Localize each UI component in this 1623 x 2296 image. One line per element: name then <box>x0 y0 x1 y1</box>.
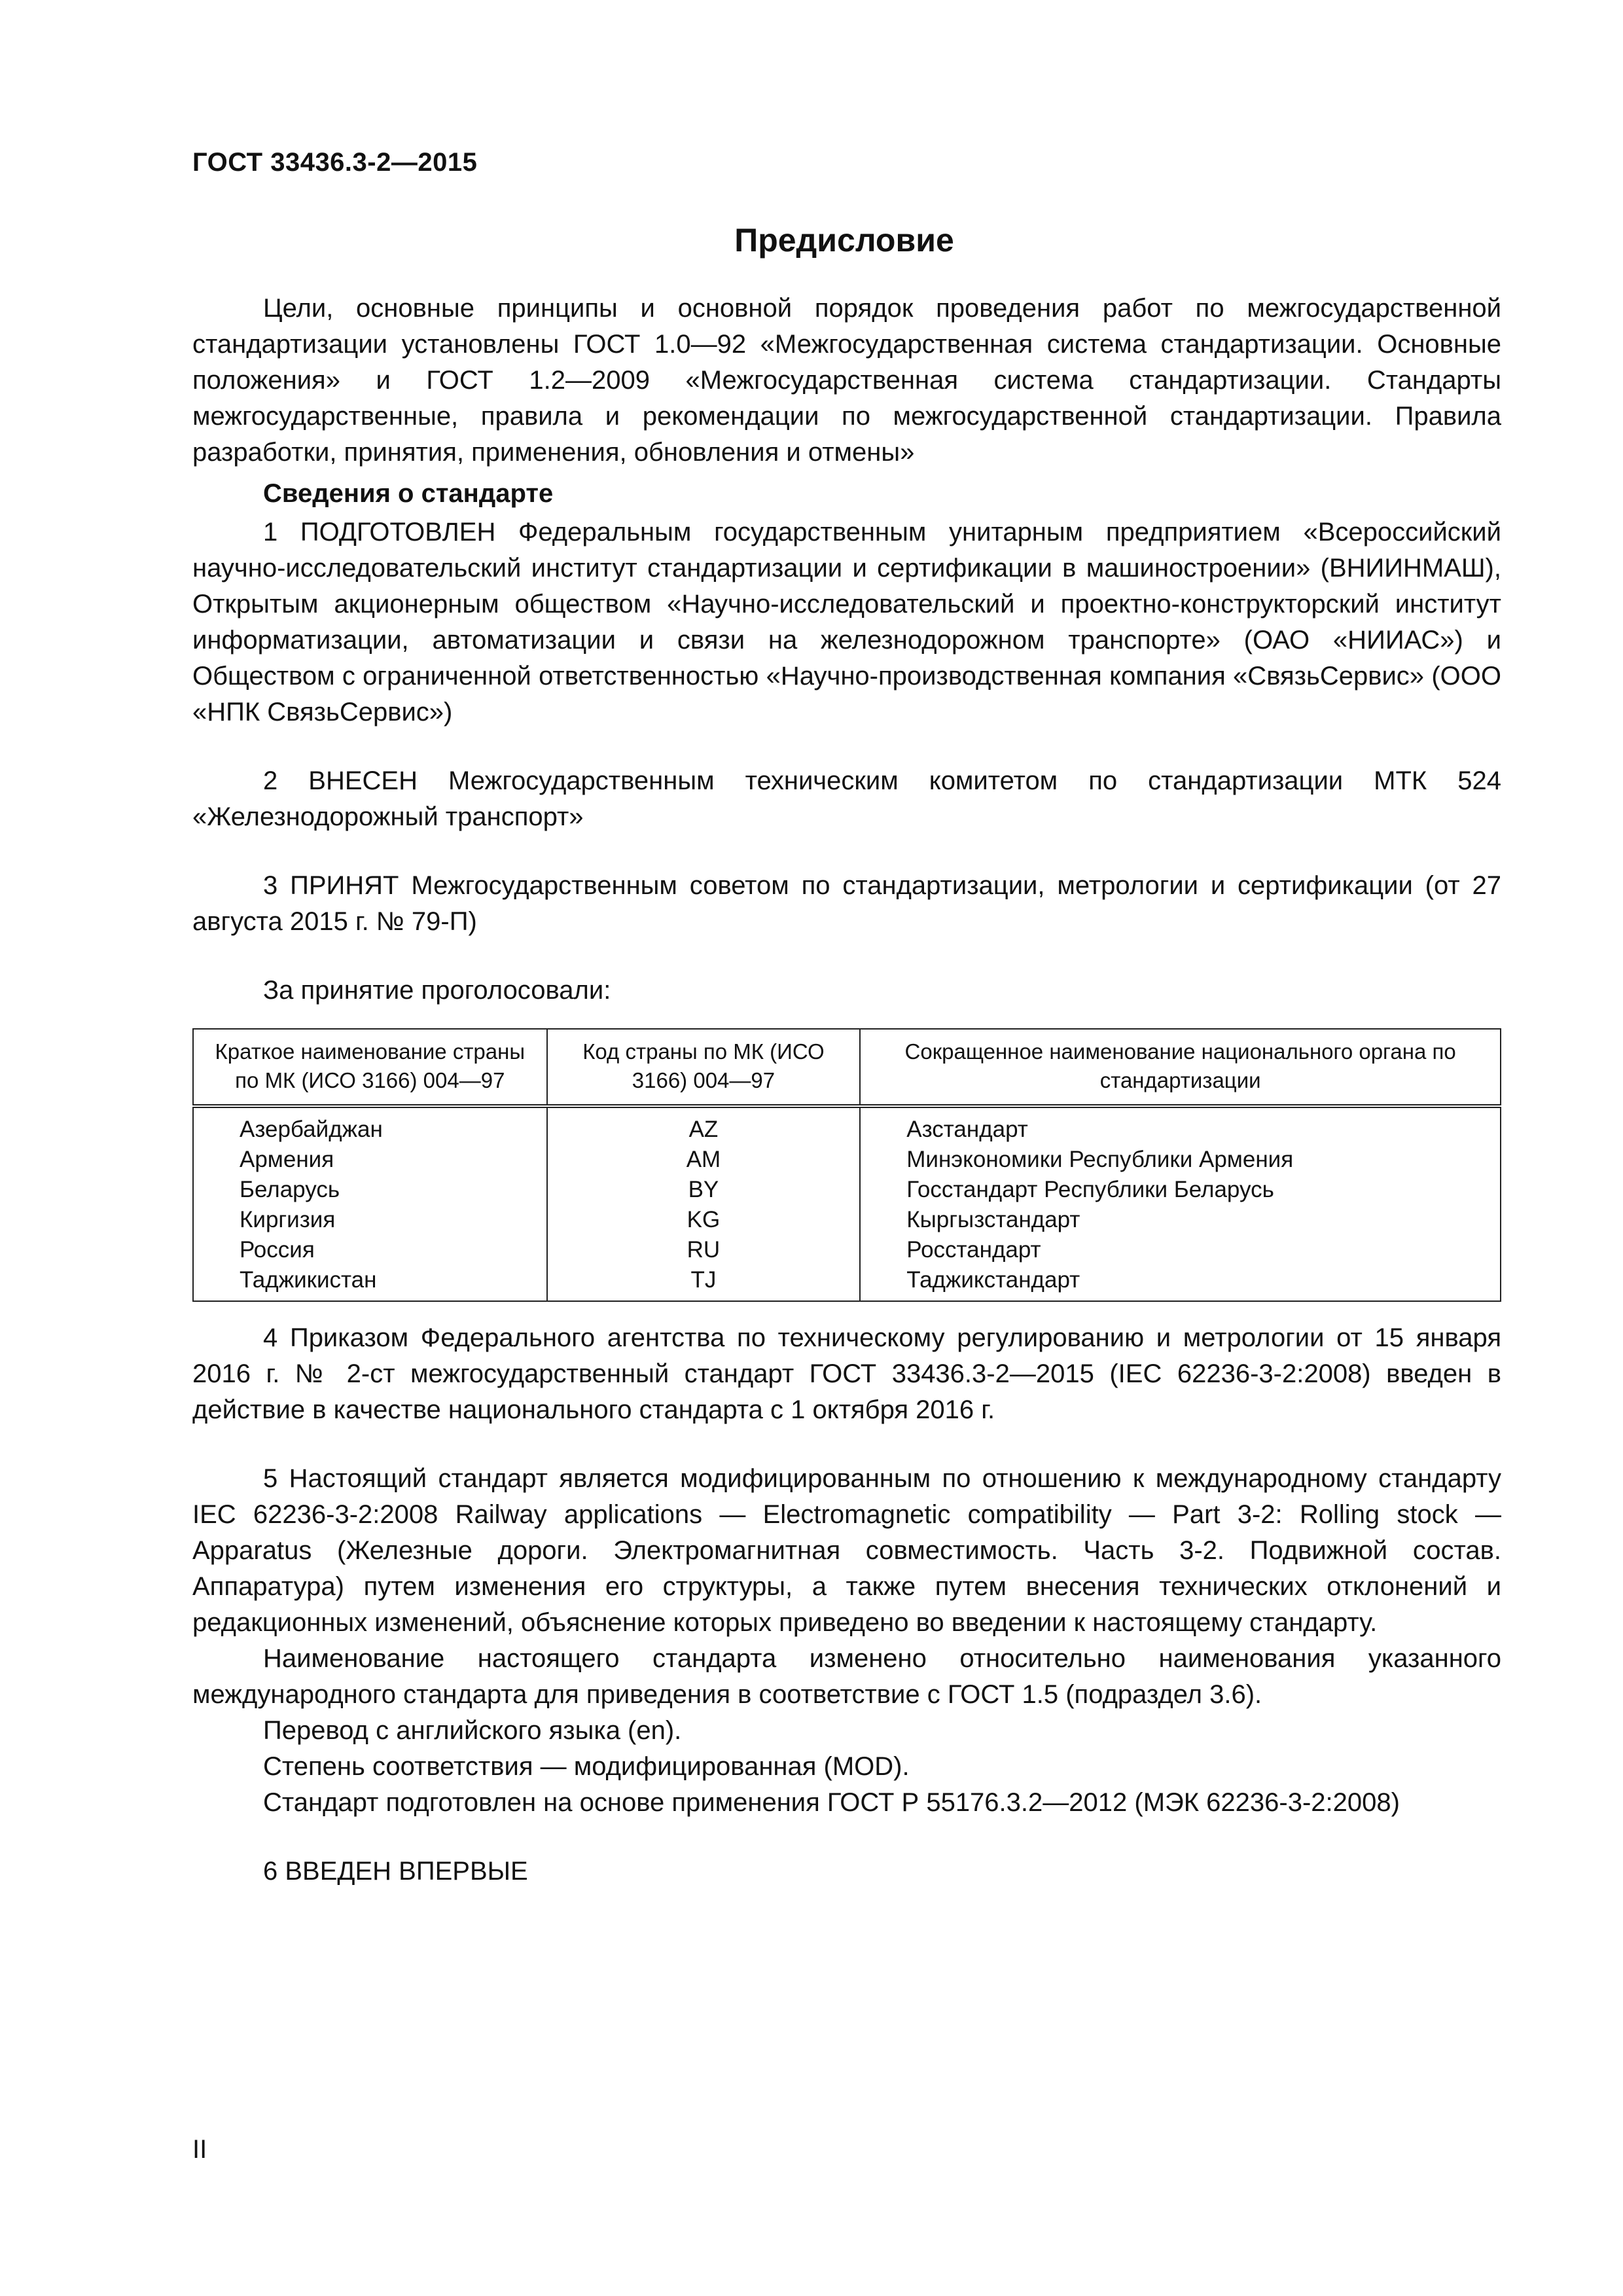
country-code-cell: KG <box>547 1205 861 1235</box>
item-5-basis-note: Стандарт подготовлен на основе применения ГОСТ Р 55176.3.2—2012 (МЭК 62236-3-2:2008) <box>263 1788 1400 1817</box>
table-row <box>193 1175 1501 1205</box>
national-body-cell: Таджикстандарт <box>860 1265 1501 1301</box>
country-code-cell: AZ <box>547 1106 861 1145</box>
country-cell: Россия <box>193 1235 547 1265</box>
document-body <box>192 291 1501 1890</box>
item-3-paragraph: 3 ПРИНЯТ Межгосударственным советом по стандартизации, метрологии и сертификации (от 27 августа 2015 г. № 79-П) <box>192 871 1501 936</box>
national-body-cell: Минэкономики Республики Армения <box>860 1145 1501 1175</box>
column-header-body: Сокращенное наименование национального органа по стандартизации <box>860 1029 1501 1106</box>
page-title: Предисловие <box>734 222 954 259</box>
country-cell: Азербайджан <box>193 1106 547 1145</box>
item-2-paragraph: 2 ВНЕСЕН Межгосударственным техническим комитетом по стандартизации МТК 524 «Железнодорожный транспорт» <box>192 766 1501 831</box>
table-row <box>193 1265 1501 1301</box>
column-header-code: Код страны по МК (ИСО 3166) 004—97 <box>547 1029 861 1106</box>
table-row <box>193 1205 1501 1235</box>
column-header-country: Краткое наименование страны по МК (ИСО 3166) 004—97 <box>193 1029 547 1106</box>
country-code-cell: AM <box>547 1145 861 1175</box>
national-body-cell: Азстандарт <box>860 1106 1501 1145</box>
intro-paragraph: Цели, основные принципы и основной порядок проведения работ по межгосударственной стандартизации установлены ГОСТ 1.0—92 «Межгосударственная система стандартизации. Основные положения» и ГОСТ 1.2—2009 «Межгосударственная система стандартизации. Стандарты межгосударственные, правила и рекомендации по межгосударственной стандартизации. Правила разработки, принятия, применения, обновления и отмены» <box>192 294 1501 467</box>
page-number: II <box>192 2135 207 2164</box>
country-code-cell: BY <box>547 1175 861 1205</box>
national-body-cell: Кыргызстандарт <box>860 1205 1501 1235</box>
table-header-row <box>193 1029 1501 1106</box>
country-code-cell: TJ <box>547 1265 861 1301</box>
member-states-table <box>192 1028 1501 1302</box>
vote-intro: За принятие проголосовали: <box>263 976 611 1005</box>
country-cell: Киргизия <box>193 1205 547 1235</box>
item-5-conformity-note: Степень соответствия — модифицированная (MOD). <box>263 1752 910 1781</box>
table-row <box>193 1106 1501 1145</box>
item-5-translation-note: Перевод с английского языка (en). <box>263 1716 682 1745</box>
table-row <box>193 1235 1501 1265</box>
national-body-cell: Росстандарт <box>860 1235 1501 1265</box>
national-body-cell: Госстандарт Республики Беларусь <box>860 1175 1501 1205</box>
item-6-paragraph: 6 ВВЕДЕН ВПЕРВЫЕ <box>263 1857 528 1886</box>
country-code-cell: RU <box>547 1235 861 1265</box>
table-row <box>193 1145 1501 1175</box>
country-cell: Армения <box>193 1145 547 1175</box>
item-5-paragraph: 5 Настоящий стандарт является модифицированным по отношению к международному стандарту IEC 62236-3-2:2008 Railway applications — Electromagnetic compatibility — Part 3-2: Rolling stock — Apparatus (Железные дороги. Электромагнитная совместимость. Часть 3-2. Подвижной состав. Аппаратура) путем изменения его структуры, а также путем внесения технических отклонений и редакционных изменений, объяснение которых приведено во введении к настоящему стандарту. <box>192 1464 1501 1637</box>
item-5-title-note: Наименование настоящего стандарта изменено относительно наименования указанного международного стандарта для приведения в соответствие с ГОСТ 1.5 (подраздел 3.6). <box>192 1644 1501 1709</box>
document-code: ГОСТ 33436.3-2—2015 <box>192 148 478 177</box>
section-heading: Сведения о стандарте <box>263 479 554 508</box>
item-1-paragraph: 1 ПОДГОТОВЛЕН Федеральным государственным унитарным предприятием «Всероссийский научно-исследовательский институт стандартизации и сертификации в машиностроении» (ВНИИНМАШ), Открытым акционерным обществом «Научно-исследовательский и проектно-конструкторский институт информатизации, автоматизации и связи на железнодорожном транспорте» (ОАО «НИИАС») и Обществом с ограниченной ответственностью «Научно-производственная компания «СвязьСервис» (ООО «НПК СвязьСервис») <box>192 518 1501 726</box>
item-4-paragraph: 4 Приказом Федерального агентства по техническому регулированию и метрологии от 15 января 2016 г. № 2-ст межгосударственный стандарт ГОСТ 33436.3-2—2015 (IEC 62236-3-2:2008) введен в действие в качестве национального стандарта с 1 октября 2016 г. <box>192 1323 1501 1424</box>
country-cell: Таджикистан <box>193 1265 547 1301</box>
country-cell: Беларусь <box>193 1175 547 1205</box>
